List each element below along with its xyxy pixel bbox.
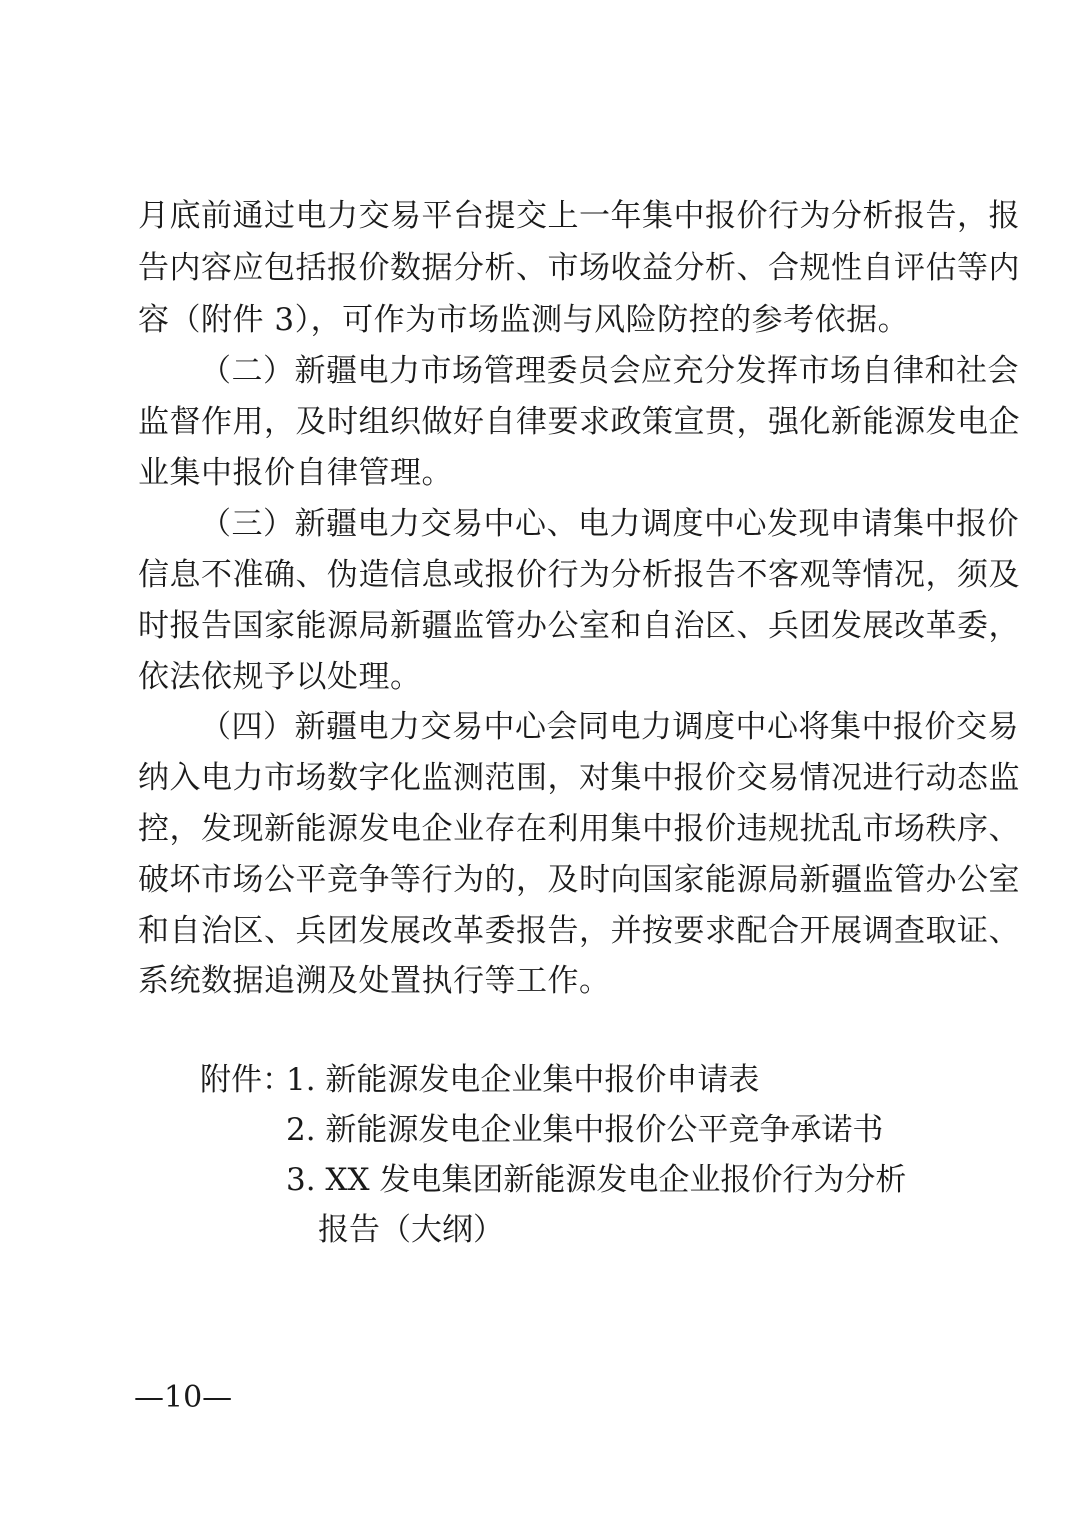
paragraph-line: 纳入电力市场数字化监测范围，对集中报价交易情况进行动态监 bbox=[138, 760, 1020, 796]
paragraph-line: 控，发现新能源发电企业存在利用集中报价违规扰乱市场秩序、 bbox=[138, 811, 1020, 847]
attachment-item: 3. XX 发电集团新能源发电企业报价行为分析 bbox=[286, 1162, 907, 1198]
paragraph-line: 监督作用，及时组织做好自律要求政策宣贯，强化新能源发电企 bbox=[138, 404, 1020, 440]
attachment-item: 2. 新能源发电企业集中报价公平竞争承诺书 bbox=[286, 1112, 884, 1148]
attachment-item-continued: 报告（大纲） bbox=[318, 1212, 504, 1248]
attachment-item: 1. 新能源发电企业集中报价申请表 bbox=[286, 1062, 760, 1098]
paragraph-line: 破坏市场公平竞争等行为的，及时向国家能源局新疆监管办公室 bbox=[138, 862, 1020, 898]
paragraph-line: 时报告国家能源局新疆监管办公室和自治区、兵团发展改革委， bbox=[138, 608, 1020, 644]
paragraph-line: 系统数据追溯及处置执行等工作。 bbox=[138, 963, 611, 999]
paragraph-line: 月底前通过电力交易平台提交上一年集中报价行为分析报告，报 bbox=[138, 198, 1020, 234]
paragraph-line: （二）新疆电力市场管理委员会应充分发挥市场自律和社会 bbox=[200, 353, 1019, 389]
paragraph-line: 依法依规予以处理。 bbox=[138, 659, 422, 695]
paragraph-line: 和自治区、兵团发展改革委报告，并按要求配合开展调查取证、 bbox=[138, 913, 1020, 949]
paragraph-line: 业集中报价自律管理。 bbox=[138, 455, 453, 491]
paragraph-line: 容（附件 3），可作为市场监测与风险防控的参考依据。 bbox=[138, 302, 910, 338]
paragraph-line: （三）新疆电力交易中心、电力调度中心发现申请集中报价 bbox=[200, 506, 1019, 542]
page-number: —10— bbox=[134, 1380, 233, 1415]
paragraph-line: 告内容应包括报价数据分析、市场收益分析、合规性自评估等内 bbox=[138, 250, 1020, 286]
paragraph-line: （四）新疆电力交易中心会同电力调度中心将集中报价交易 bbox=[200, 709, 1019, 745]
paragraph-line: 信息不准确、伪造信息或报价行为分析报告不客观等情况，须及 bbox=[138, 557, 1020, 593]
attachments-label: 附件： bbox=[200, 1062, 293, 1098]
